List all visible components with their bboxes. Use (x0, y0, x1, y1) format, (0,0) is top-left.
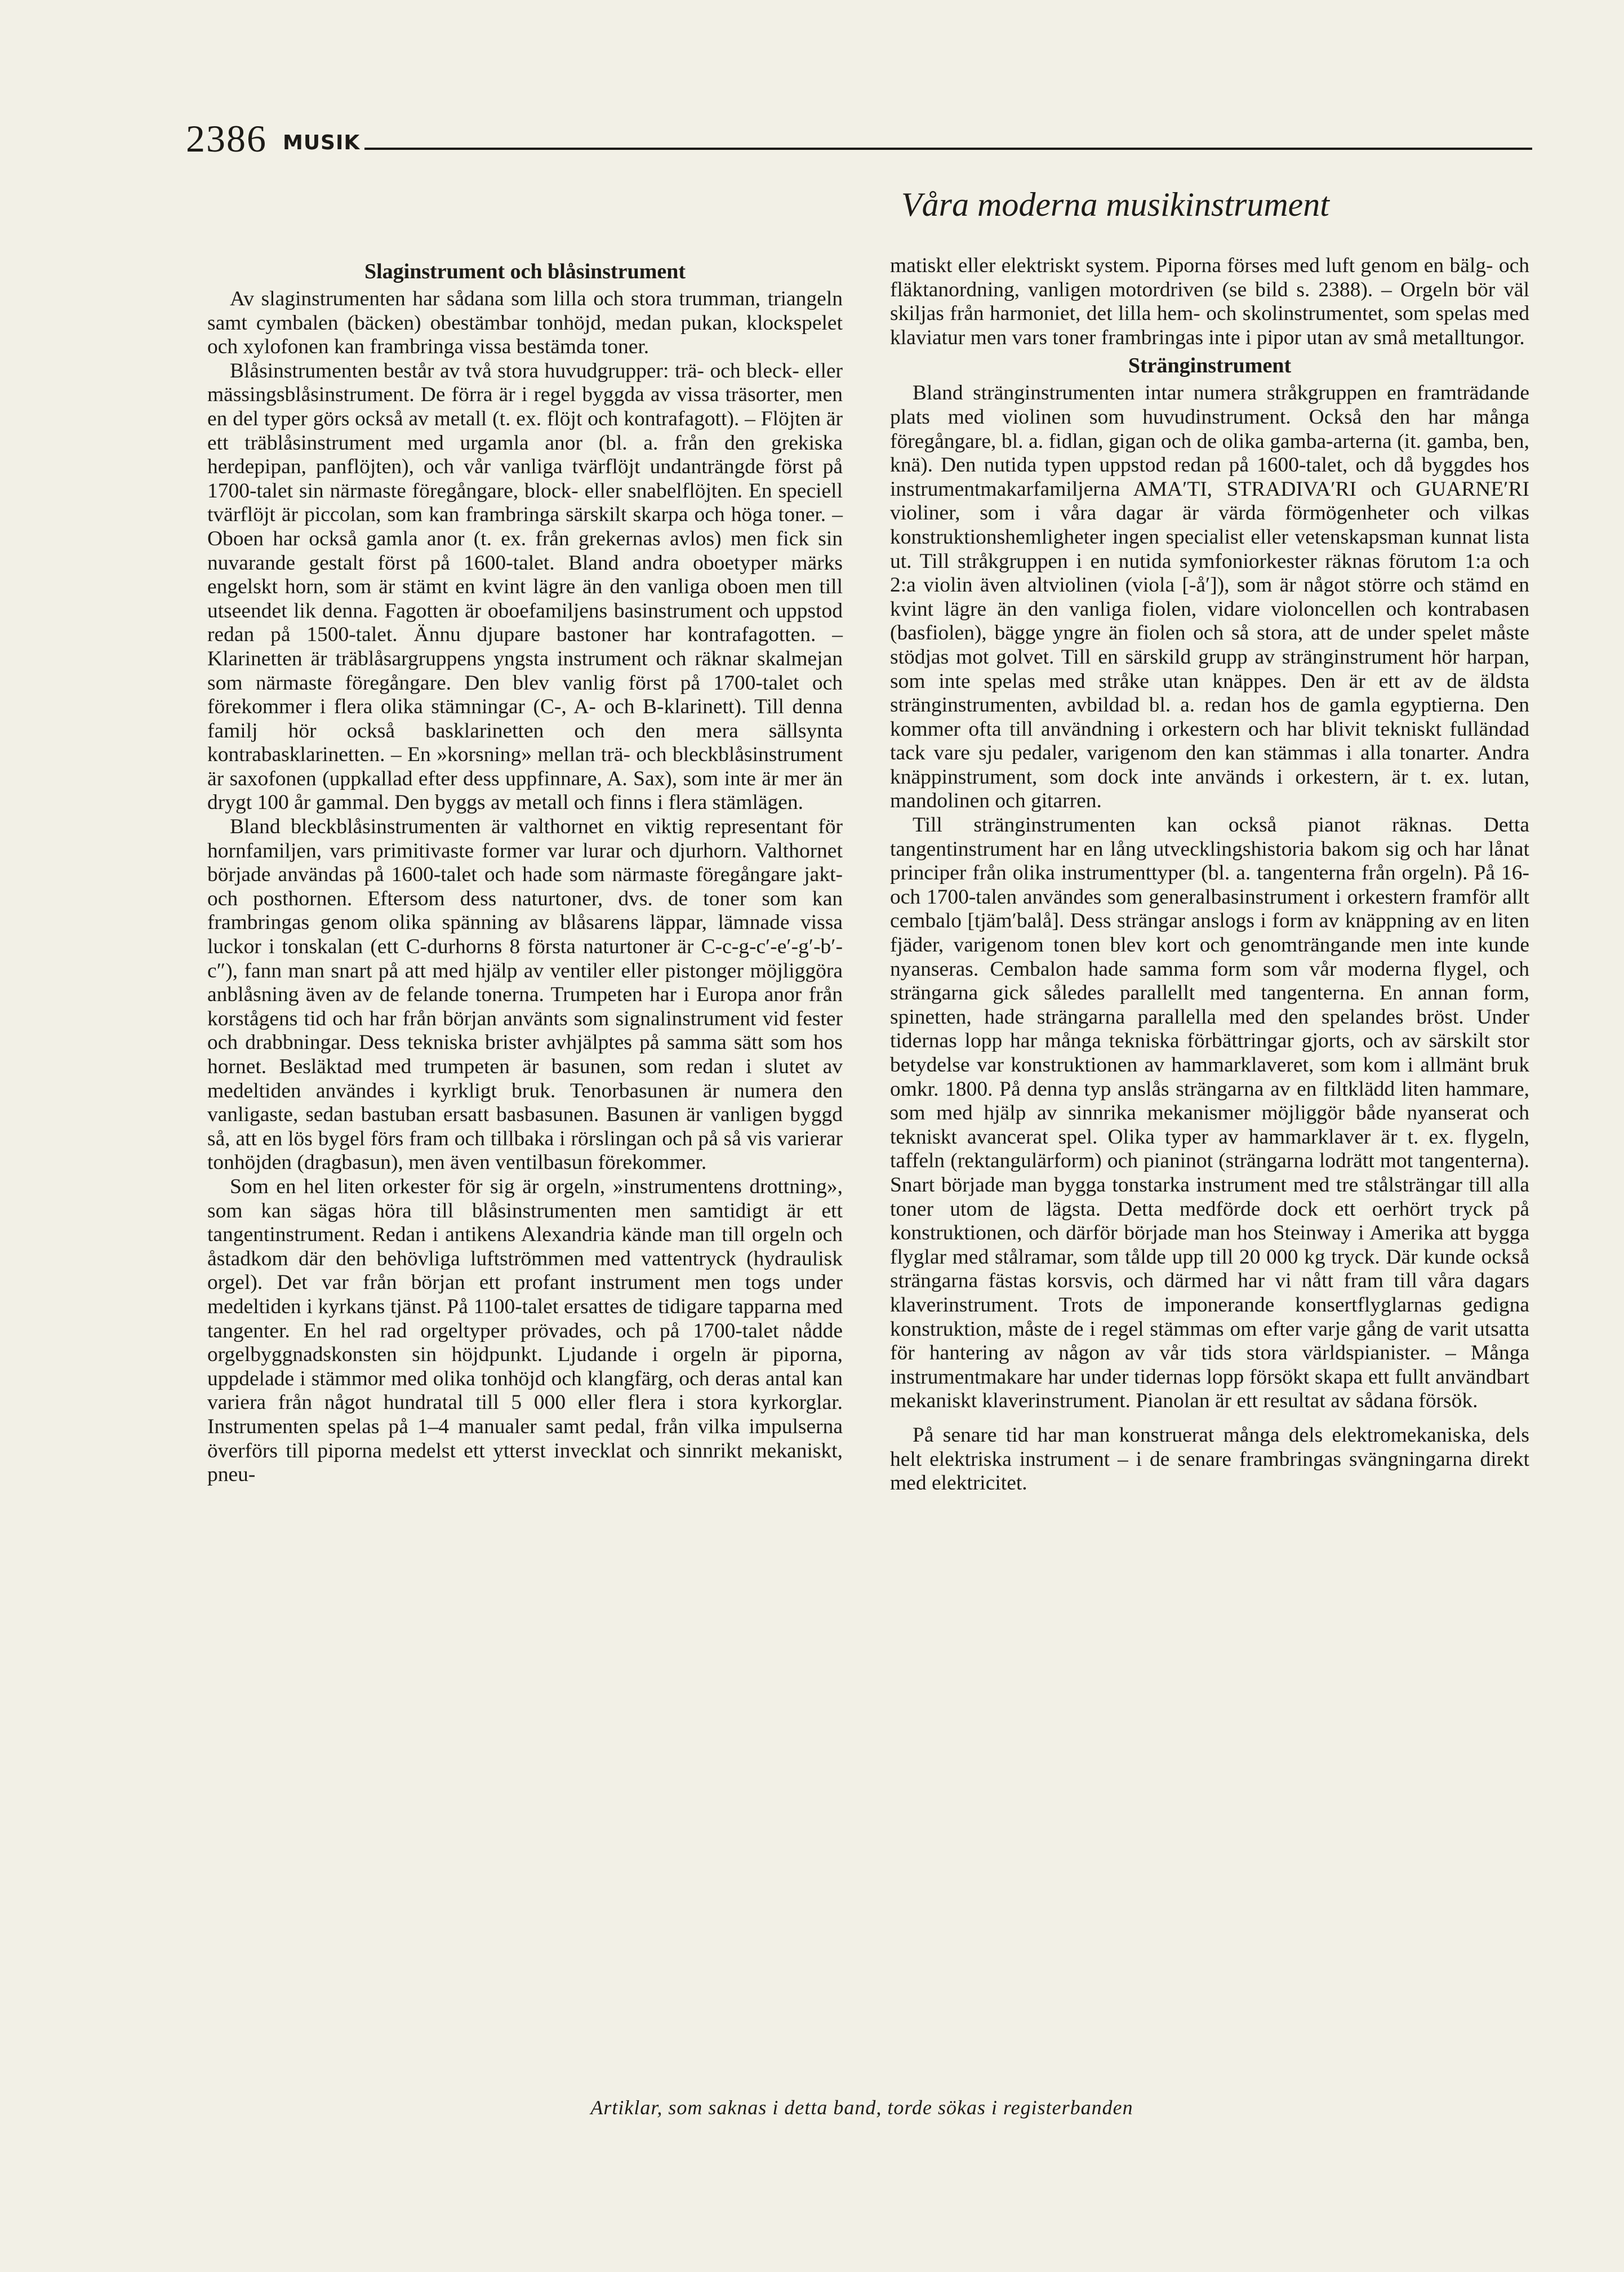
right-column (890, 254, 1529, 1496)
left-column (207, 259, 843, 1487)
running-header (186, 107, 1532, 158)
paragraph: På senare tid har man konstruerat många dels elektromekaniska, dels helt elektriska instrument – i de senare frambringas svängningarna direkt med elektricitet. (890, 1423, 1529, 1495)
paragraph: Av slaginstrumenten har sådana som lilla och stora trumman, triangeln samt cymbalen (bäcken) obestämbar tonhöjd, medan pukan, klockspelet och xylofonen kan frambringa vissa bestämda toner. (207, 287, 843, 359)
paragraph-continued: matiskt eller elektriskt system. Piporna förses med luft genom en bälg- och fläktanordning, vanligen motordriven (se bild s. 2388). – Orgeln bör väl skiljas från harmoniet, det lilla hem- och skolinstrumentet, som spelas med klaviatur men vars toner frambringas inte i pipor utan av små metalltungor. (890, 254, 1529, 349)
paragraph: Till stränginstrumenten kan också pianot räknas. Detta tangentinstrument har en lång utvecklingshistoria bakom sig och har lånat principer från olika instrumenttyper (bl. a. tangenterna från orgeln). På 16- och 1700-talen användes som generalbasinstrument i orkestern framför allt cembalo [tjäm′balå]. Dess strängar anslogs i form av knäppning av en liten fjäder, varigenom tonen blev kort och genomträngande men inte kunde nyanseras. Cembalon hade samma form som vår moderna flygel, och strängarna gick således parallellt med tangenterna. En annan form, spinetten, hade strängarna parallella med den spelandes bröst. Under tidernas lopp har många tekniska förbättringar gjorts, och av särskilt stor betydelse var konstruktionen av hammarklaveret, som kom i allmänt bruk omkr. 1800. På denna typ anslås strängarna av en filtklädd liten hammare, som med hjälp av sinnrika mekanismer möjliggör både nyanserat och tekniskt avancerat spel. Olika typer av hammarklaver är t. ex. flygeln, taffeln (rektangulärform) och pianinot (strängarna lodrätt mot tangenterna). Snart började man bygga tonstarka instrument med tre stålsträngar till alla toner utom de lägsta. Detta medförde dock ett oerhört tryck på konstruktionen, och därför började man hos Steinway i Amerika att bygga flyglar med stålramar, som tålde upp till 20 000 kg tryck. Där kunde också strängarna fästas korsvis, och därmed har vi nått fram till våra dagars klaverinstrument. Trots de imponerande konsertflyglarnas gedigna konstruktion, måste de i regel stämmas om efter varje gång de varit utsatta för hantering av någon av vår tids stora världspianister. – Många instrumentmakare har under tidernas lopp försökt skapa ett fullt användbart mekaniskt klaverinstrument. Pianolan är ett resultat av sådana försök. (890, 813, 1529, 1413)
section-heading-strings: Stränginstrument (1128, 354, 1292, 378)
section-heading-percussion-wind: Slaginstrument och blåsinstrument (364, 260, 686, 283)
paragraph: Blåsinstrumenten består av två stora huvudgrupper: trä- och bleck- eller mässingsblåsinstrument. De förra är i regel byggda av vissa träsorter, men en del typer görs också av metall (t. ex. flöjt och kontrafagott). – Flöjten är ett träblåsinstrument med urgamla anor (bl. a. från den grekiska herdepipan, panflöjten), och vår vanliga tvärflöjt undanträngde först på 1700-talet sin närmaste föregångare, block- eller snabelflöjten. En speciell tvärflöjt är piccolan, som kan frambringa särskilt skarpa och höga toner. – Oboen har också gamla anor (t. ex. från grekernas avlos) men fick sin nuvarande gestalt först på 1600-talet. Bland andra oboetyper märks engelskt horn, som är stämt en kvint lägre än den vanliga oboen men till utseendet lik denna. Fagotten är oboefamiljens basinstrument och uppstod redan på 1500-talet. Ännu djupare bastoner har kontrafagotten. – Klarinetten är träblåsargruppens yngsta instrument och räknar skalmejan som närmaste föregångare. Den blev vanlig först på 1700-talet och förekommer i flera olika stämningar (C-, A- och B-klarinett). Till denna familj hör också basklarinetten och den mera sällsynta kontrabasklarinetten. – En »korsning» mellan trä- och bleckblåsinstrument är saxofonen (uppkallad efter dess uppfinnare, A. Sax), som inte är mer än drygt 100 år gammal. Den byggs av metall och finns i flera stämlägen. (207, 359, 843, 815)
paragraph: Bland bleckblåsinstrumenten är valthornet en viktig representant för hornfamiljen, vars primitivaste former var lurar och djurhorn. Valthornet började användas på 1600-talet och hade som närmaste föregångare jakt- och posthornen. Eftersom dess naturtoner, dvs. de toner som kan frambringas genom olika spänning av blåsarens läppar, lämnade vissa luckor i tonskalan (ett C-durhorns 8 första naturtoner är C-c-g-c′-e′-g′-b′-c″), fann man snart på att med hjälp av ventiler eller pistonger möjliggöra anblåsning även av de felande tonerna. Trumpeten har i Europa anor från korstågens tid och har från början använts som signalinstrument vid fester och drabbningar. Dess tekniska brister avhjälptes på samma sätt som hos hornet. Besläktad med trumpeten är basunen, som redan i slutet av medeltiden användes i kyrkligt bruk. Tenorbasunen är numera den vanligaste, sedan bastuban ersatt basbasunen. Basunen är vanligen byggd så, att en lös bygel förs fram och tillbaka i rörslingan och på så vis varierar tonhöjden (dragbasun), men även ventilbasun förekommer. (207, 815, 843, 1175)
article-title: Våra moderna musikinstrument (901, 186, 1329, 223)
header-rule (364, 148, 1532, 150)
footer-note: Artiklar, som saknas i detta band, torde sökas i registerbanden (590, 2096, 1133, 2119)
page-number: 2386 (186, 117, 267, 160)
section-label: MUSIK (283, 131, 361, 154)
paragraph: Bland stränginstrumenten intar numera stråkgruppen en framträdande plats med violinen som huvudinstrument. Också den har många föregångare, bl. a. fidlan, gigan och de olika gamba-arterna (it. gamba, ben, knä). Den nutida typen uppstod redan på 1600-talet, och då byggdes hos instrumentmakarfamiljerna AMA′TI, STRADIVA′RI och GUARNE′RI violiner, som i våra dagar är värda förmögenheter och vilkas konstruktionshemligheter ingen specialist eller vetenskapsman kunnat lista ut. Till stråkgruppen i en nutida symfoniorkester räknas förutom 1:a och 2:a violin även altviolinen (viola [-å′]), som är något större och stämd en kvint lägre än den vanliga fiolen, vidare violoncellen och kontrabasen (basfiolen), bägge yngre än fiolen och så stora, att de under spelet måste stödjas mot golvet. Till en särskild grupp av stränginstrument hör harpan, som inte spelas med stråke utan knäppes. Den är ett av de äldsta stränginstrumenten, avbildad bl. a. redan hos de gamla egyptierna. Den kommer ofta till användning i orkestern och har blivit tekniskt fulländad tack vare sju pedaler, varigenom den kan stämmas i alla tonarter. Andra knäppinstrument, som dock inte används i orkestern, är t. ex. lutan, mandolinen och gitarren. (890, 381, 1529, 813)
paragraph: Som en hel liten orkester för sig är orgeln, »instrumentens drottning», som kan sägas höra till blåsinstrumenten men samtidigt är ett tangentinstrument. Redan i antikens Alexandria kände man till orgeln och åstadkom där den behövliga luftströmmen med vattentryck (hydraulisk orgel). Det var från början ett profant instrument men togs under medeltiden i kyrkans tjänst. På 1100-talet ersattes de tidigare tapparna med tangenter. En hel rad orgeltyper prövades, och på 1700-talet nådde orgelbyggnadskonsten sin höjdpunkt. Ljudande i orgeln är piporna, uppdelade i stämmor med olika tonhöjd och klangfärg, och deras antal kan variera från något hundratal till 5 000 eller flera i stora kyrkorglar. Instrumenten spelas på 1–4 manualer samt pedal, från vilka impulserna överförs till piporna medelst ett ytterst invecklat och sinnrikt mekaniskt, pneu- (207, 1175, 843, 1487)
